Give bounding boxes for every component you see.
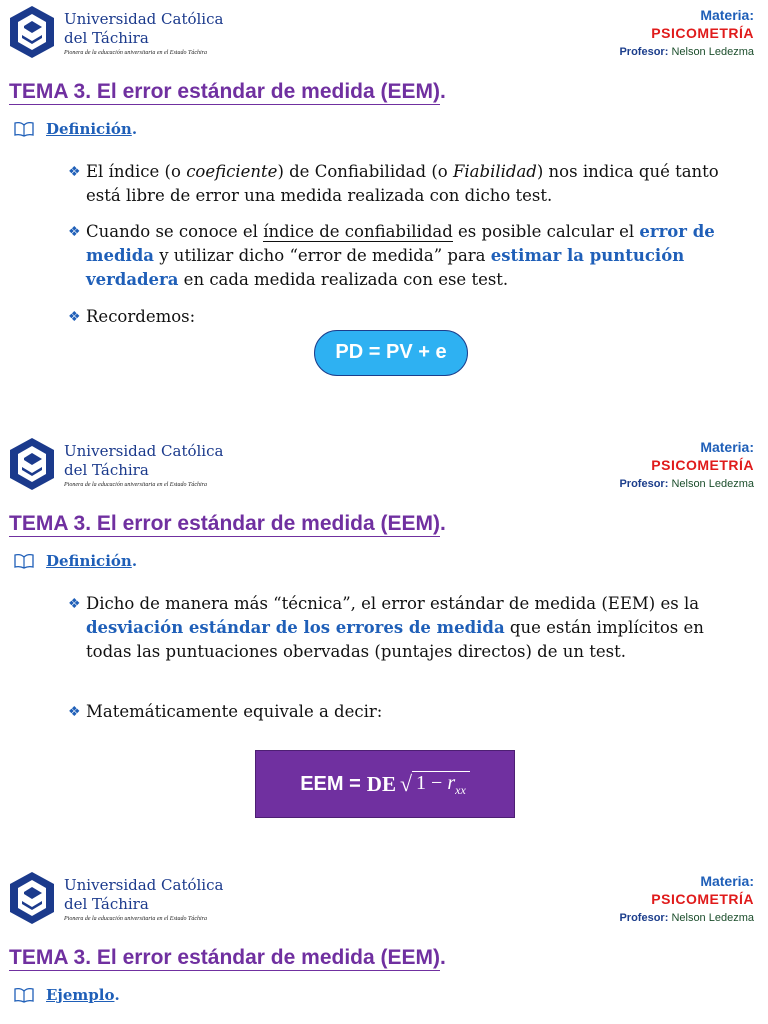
subject-name: PSICOMETRÍA (651, 25, 754, 41)
open-book-icon (14, 121, 34, 137)
university-logo-icon (8, 870, 56, 926)
bullet-item: ❖ El índice (o coeficiente) de Confiabilidad (o Fiabilidad) nos indica qué tanto está libre de error una medida realizada con dicho test. (68, 162, 719, 205)
topic-title: TEMA 3. El error estándar de medida (EEM). (9, 946, 446, 969)
topic-title: TEMA 3. El error estándar de medida (EEM). (9, 512, 446, 535)
diamond-bullet-icon: ❖ (68, 309, 81, 325)
materia-label: Materia: (700, 439, 754, 455)
university-tagline: Pionera de la educación universitaria en el Estado Táchira (64, 50, 207, 56)
slide-header (0, 432, 768, 496)
bullet-item: ❖ Dicho de manera más “técnica”, el error estándar de medida (EEM) es la desviación estándar de los errores de medida que están implícitos en todas las puntuaciones obervadas (puntajes directos) de un test. (68, 594, 704, 661)
university-name: Universidad Católica del Táchira (64, 442, 224, 479)
bullet-item: ❖ Cuando se conoce el índice de confiabilidad es posible calcular el error de medida y utilizar dicho “error de medida” para estimar la puntución verdadera en cada medida realizada con ese test. (68, 222, 715, 289)
formula-box: PD = PV + e (314, 330, 468, 376)
professor: Profesor: Nelson Ledezma (619, 478, 754, 490)
professor: Profesor: Nelson Ledezma (619, 912, 754, 924)
materia-label: Materia: (700, 873, 754, 889)
university-tagline: Pionera de la educación universitaria en el Estado Táchira (64, 916, 207, 922)
university-tagline: Pionera de la educación universitaria en el Estado Táchira (64, 482, 207, 488)
slide-3 (0, 866, 768, 1024)
subject-name: PSICOMETRÍA (651, 891, 754, 907)
eem-formula-box: EEM = DE √ $1 - r_{xx}$ (255, 750, 515, 818)
course-info (619, 872, 754, 926)
course-info (619, 438, 754, 492)
section-heading: Definición . (14, 552, 137, 570)
open-book-icon (14, 987, 34, 1003)
topic-title: TEMA 3. El error estándar de medida (EEM). (9, 80, 446, 103)
bullet-item: ❖ Recordemos: (68, 305, 738, 329)
diamond-bullet-icon: ❖ (68, 164, 81, 180)
diamond-bullet-icon: ❖ (68, 224, 81, 240)
slide-header (0, 0, 768, 64)
professor: Profesor: Nelson Ledezma (619, 46, 754, 58)
diamond-bullet-icon: ❖ (68, 596, 81, 612)
diamond-bullet-icon: ❖ (68, 704, 81, 720)
course-info (619, 6, 754, 60)
university-logo-icon (8, 4, 56, 60)
section-heading: Definición . (14, 120, 137, 138)
subject-name: PSICOMETRÍA (651, 457, 754, 473)
slide-1 (0, 0, 768, 430)
materia-label: Materia: (700, 7, 754, 23)
university-logo-icon (8, 436, 56, 492)
section-heading: Ejemplo . (14, 986, 120, 1004)
slide-header (0, 866, 768, 930)
university-name: Universidad Católica del Táchira (64, 876, 224, 913)
university-name: Universidad Católica del Táchira (64, 10, 224, 47)
open-book-icon (14, 553, 34, 569)
bullet-item: ❖ Matemáticamente equivale a decir: (68, 700, 738, 724)
